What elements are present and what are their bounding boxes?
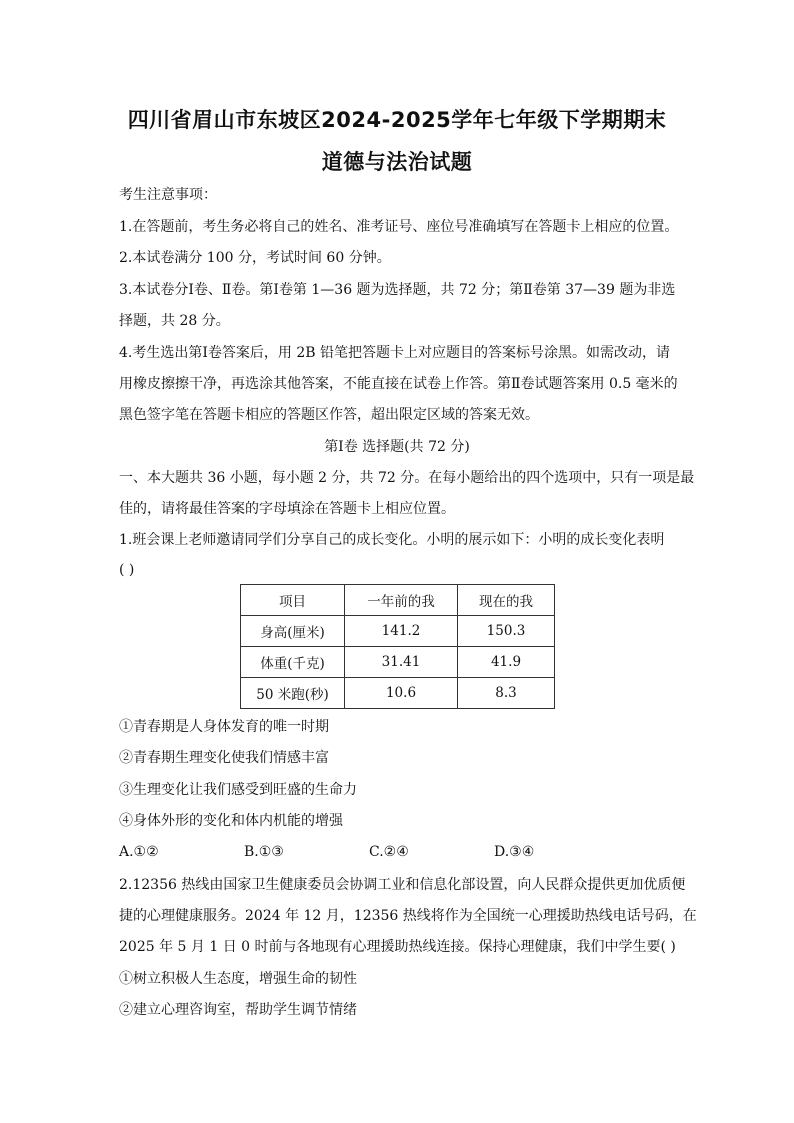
table-cell: 31.41 [345,647,458,678]
q1-statement-2: ②青春期生理变化使我们情感丰富 [119,750,329,766]
notice-line-4-cont: 用橡皮擦擦干净，再选涂其他答案，不能直接在试卷上作答。第Ⅱ卷试题答案用 0.5 毫米的 [119,376,678,392]
table-row [241,647,555,678]
q2-statement-1: ①树立积极人生态度，增强生命的韧性 [119,971,357,987]
q1-option-d: D.③④ [494,844,535,860]
notice-line-1: 1.在答题前，考生务必将自己的姓名、准考证号、座位号准确填写在答题卡上相应的位置。 [119,219,679,235]
notice-line-4-cont2: 黑色签字笔在答题卡相应的答题区作答，超出限定区域的答案无效。 [119,407,539,423]
q1-statement-3: ③生理变化让我们感受到旺盛的生命力 [119,782,357,798]
q1-statement-4: ④身体外形的变化和体内机能的增强 [119,813,343,829]
q2-stem-2: 捷的心理健康服务。2024 年 12 月，12356 热线将作为全国统一心理援助热线电话号码，在 [119,908,697,924]
table-cell: 8.3 [458,678,555,709]
q2-statement-2: ②建立心理咨询室，帮助学生调节情绪 [119,1002,357,1018]
table-cell: 50 米跑(秒) [241,678,345,709]
table-cell: 身高(厘米) [241,616,345,647]
q2-stem-3: 2025 年 5 月 1 日 0 时前与各地现有心理援助热线连接。保持心理健康，我们中学生要( ) [119,939,676,955]
section-intro-2: 佳的，请将最佳答案的字母填涂在答题卡上相应位置。 [119,501,455,517]
section-intro-1: 一、本大题共 36 小题，每小题 2 分，共 72 分。在每小题给出的四个选项中，只有一项是最 [119,470,695,486]
q1-stem: 1.班会课上老师邀请同学们分享自己的成长变化。小明的展示如下：小明的成长变化表明 [119,532,665,548]
table-row [241,678,555,709]
notice-line-3: 3.本试卷分Ⅰ卷、Ⅱ卷。第Ⅰ卷第 1—36 题为选择题，共 72 分；第Ⅱ卷第 37—39 题为非选 [119,282,676,298]
exam-title: 四川省眉山市东坡区2024-2025学年七年级下学期期末 [127,108,667,132]
table-cell: 10.6 [345,678,458,709]
table-cell: 150.3 [458,616,555,647]
q1-option-a: A.①② [119,844,159,860]
q2-stem-1: 2.12356 热线由国家卫生健康委员会协调工业和信息化部设置，向人民群众提供更加优质便 [119,877,686,893]
growth-table [240,584,555,709]
section-title: 第Ⅰ卷 选择题(共 72 分) [324,439,470,455]
notice-heading: 考生注意事项： [119,187,217,203]
table-row [241,616,555,647]
table-header-cell: 一年前的我 [345,585,458,616]
q1-option-b: B.①③ [244,844,284,860]
notice-line-2: 2.本试卷满分 100 分，考试时间 60 分钟。 [119,250,391,266]
exam-subject-title: 道德与法治试题 [321,150,473,174]
table-header-cell: 现在的我 [458,585,555,616]
table-cell: 141.2 [345,616,458,647]
q1-option-c: C.②④ [369,844,409,860]
table-cell: 体重(千克) [241,647,345,678]
q1-statement-1: ①青春期是人身体发育的唯一时期 [119,719,329,735]
table-header-cell: 项目 [241,585,345,616]
notice-line-3-cont: 择题，共 28 分。 [119,313,230,329]
notice-line-4: 4.考生选出第Ⅰ卷答案后，用 2B 铅笔把答题卡上对应题目的答案标号涂黑。如需改动，请 [119,345,670,361]
q1-answer-paren: ( ) [119,562,135,578]
table-header-row [241,585,555,616]
table-cell: 41.9 [458,647,555,678]
